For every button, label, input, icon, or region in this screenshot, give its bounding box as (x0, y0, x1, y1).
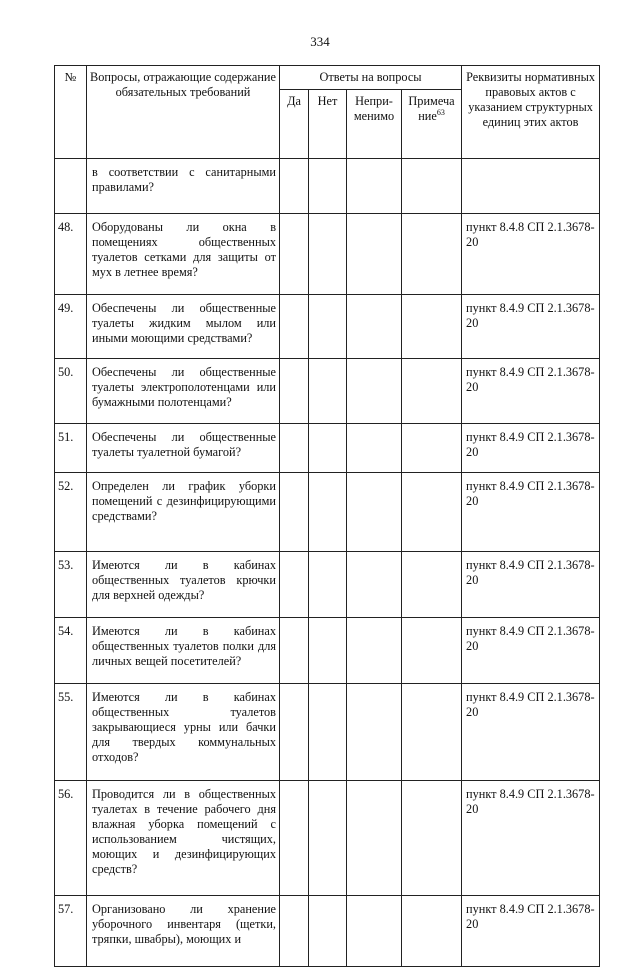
header-yes: Да (280, 90, 309, 159)
answer-note-cell[interactable] (402, 684, 462, 781)
answer-note-cell[interactable] (402, 896, 462, 967)
answer-not-applicable-cell[interactable] (347, 424, 402, 473)
answer-yes-cell[interactable] (280, 424, 309, 473)
answer-note-cell[interactable] (402, 295, 462, 359)
table-row (55, 552, 600, 618)
answer-yes-cell[interactable] (280, 359, 309, 424)
row-number: 50. (55, 359, 87, 424)
table-row (55, 896, 600, 967)
row-requisites: пункт 8.4.9 СП 2.1.3678-20 (462, 552, 600, 618)
table-row (55, 295, 600, 359)
answer-no-cell[interactable] (309, 618, 347, 684)
row-question: Имеются ли в кабинах общественных туалетов полки для личных вещей посетителей? (87, 618, 280, 684)
answer-note-cell[interactable] (402, 552, 462, 618)
answer-not-applicable-cell[interactable] (347, 473, 402, 552)
row-requisites: пункт 8.4.9 СП 2.1.3678-20 (462, 896, 600, 967)
table-row (55, 424, 600, 473)
answer-note-cell[interactable] (402, 781, 462, 896)
answer-note-cell[interactable] (402, 214, 462, 295)
row-requisites: пункт 8.4.9 СП 2.1.3678-20 (462, 424, 600, 473)
header-requisites: Реквизиты нормативных правовых актов с указанием структурных единиц этих актов (462, 66, 600, 159)
row-question: Определен ли график уборки помещений с дезинфицирующими средствами? (87, 473, 280, 552)
table-row (55, 359, 600, 424)
header-not-applicable: Непри-менимо (347, 90, 402, 159)
row-number: 56. (55, 781, 87, 896)
row-question: Организовано ли хранение уборочного инвентаря (щетки, тряпки, швабры), моющих и (87, 896, 280, 967)
answer-no-cell[interactable] (309, 552, 347, 618)
answer-not-applicable-cell[interactable] (347, 159, 402, 214)
header-row (55, 66, 600, 90)
row-number: 52. (55, 473, 87, 552)
row-number: 48. (55, 214, 87, 295)
row-number: 57. (55, 896, 87, 967)
row-requisites (462, 159, 600, 214)
row-number: 49. (55, 295, 87, 359)
answer-no-cell[interactable] (309, 896, 347, 967)
row-requisites: пункт 8.4.9 СП 2.1.3678-20 (462, 473, 600, 552)
row-number: 54. (55, 618, 87, 684)
row-requisites: пункт 8.4.8 СП 2.1.3678-20 (462, 214, 600, 295)
row-requisites: пункт 8.4.9 СП 2.1.3678-20 (462, 618, 600, 684)
answer-note-cell[interactable] (402, 424, 462, 473)
answer-yes-cell[interactable] (280, 781, 309, 896)
row-requisites: пункт 8.4.9 СП 2.1.3678-20 (462, 781, 600, 896)
table-row (55, 214, 600, 295)
answer-not-applicable-cell[interactable] (347, 896, 402, 967)
row-question: Обеспечены ли общественные туалеты жидким мылом или иными моющими средствами? (87, 295, 280, 359)
answer-not-applicable-cell[interactable] (347, 618, 402, 684)
row-number: 51. (55, 424, 87, 473)
answer-yes-cell[interactable] (280, 214, 309, 295)
row-question: в соответствии с санитарными правилами? (87, 159, 280, 214)
table-row (55, 618, 600, 684)
answer-yes-cell[interactable] (280, 552, 309, 618)
header-no: Нет (309, 90, 347, 159)
answer-note-cell[interactable] (402, 473, 462, 552)
row-number: 53. (55, 552, 87, 618)
answer-no-cell[interactable] (309, 424, 347, 473)
row-requisites: пункт 8.4.9 СП 2.1.3678-20 (462, 359, 600, 424)
answer-not-applicable-cell[interactable] (347, 781, 402, 896)
row-requisites: пункт 8.4.9 СП 2.1.3678-20 (462, 295, 600, 359)
table-row (55, 684, 600, 781)
header-note-footnote: 63 (436, 107, 445, 117)
answer-yes-cell[interactable] (280, 896, 309, 967)
answer-no-cell[interactable] (309, 684, 347, 781)
row-number (55, 159, 87, 214)
answer-note-cell[interactable] (402, 359, 462, 424)
answer-yes-cell[interactable] (280, 618, 309, 684)
answer-not-applicable-cell[interactable] (347, 214, 402, 295)
answer-not-applicable-cell[interactable] (347, 552, 402, 618)
answer-note-cell[interactable] (402, 159, 462, 214)
answer-yes-cell[interactable] (280, 473, 309, 552)
row-question: Проводится ли в общественных туалетах в течение рабочего дня влажная уборка помещений с использованием чистящих, моющих и дезинфицирующих средств? (87, 781, 280, 896)
row-question: Обеспечены ли общественные туалеты туалетной бумагой? (87, 424, 280, 473)
answer-not-applicable-cell[interactable] (347, 295, 402, 359)
row-question: Имеются ли в кабинах общественных туалетов крючки для верхней одежды? (87, 552, 280, 618)
answer-no-cell[interactable] (309, 781, 347, 896)
answer-no-cell[interactable] (309, 214, 347, 295)
answer-not-applicable-cell[interactable] (347, 684, 402, 781)
row-number: 55. (55, 684, 87, 781)
answer-no-cell[interactable] (309, 359, 347, 424)
answer-no-cell[interactable] (309, 295, 347, 359)
checklist-table (54, 65, 600, 967)
header-number: № (55, 66, 87, 159)
checklist-body (55, 159, 600, 967)
header-question: Вопросы, отражающие содержание обязательных требований (87, 66, 280, 159)
answer-not-applicable-cell[interactable] (347, 359, 402, 424)
table-row (55, 473, 600, 552)
answer-yes-cell[interactable] (280, 684, 309, 781)
answer-yes-cell[interactable] (280, 295, 309, 359)
row-question: Имеются ли в кабинах общественных туалетов закрывающиеся урны или бачки для твердых коммунальных отходов? (87, 684, 280, 781)
answer-no-cell[interactable] (309, 159, 347, 214)
answer-no-cell[interactable] (309, 473, 347, 552)
row-question: Оборудованы ли окна в помещениях общественных туалетов сетками для защиты от мух в летнее время? (87, 214, 280, 295)
answer-note-cell[interactable] (402, 618, 462, 684)
row-requisites: пункт 8.4.9 СП 2.1.3678-20 (462, 684, 600, 781)
row-question: Обеспечены ли общественные туалеты электрополотенцами или бумажными полотенцами? (87, 359, 280, 424)
header-answers: Ответы на вопросы (280, 66, 462, 90)
answer-yes-cell[interactable] (280, 159, 309, 214)
header-note (402, 90, 462, 159)
page-number: 334 (310, 34, 330, 49)
table-row (55, 781, 600, 896)
table-row (55, 159, 600, 214)
header-note-text: Примеча ние (408, 94, 455, 123)
